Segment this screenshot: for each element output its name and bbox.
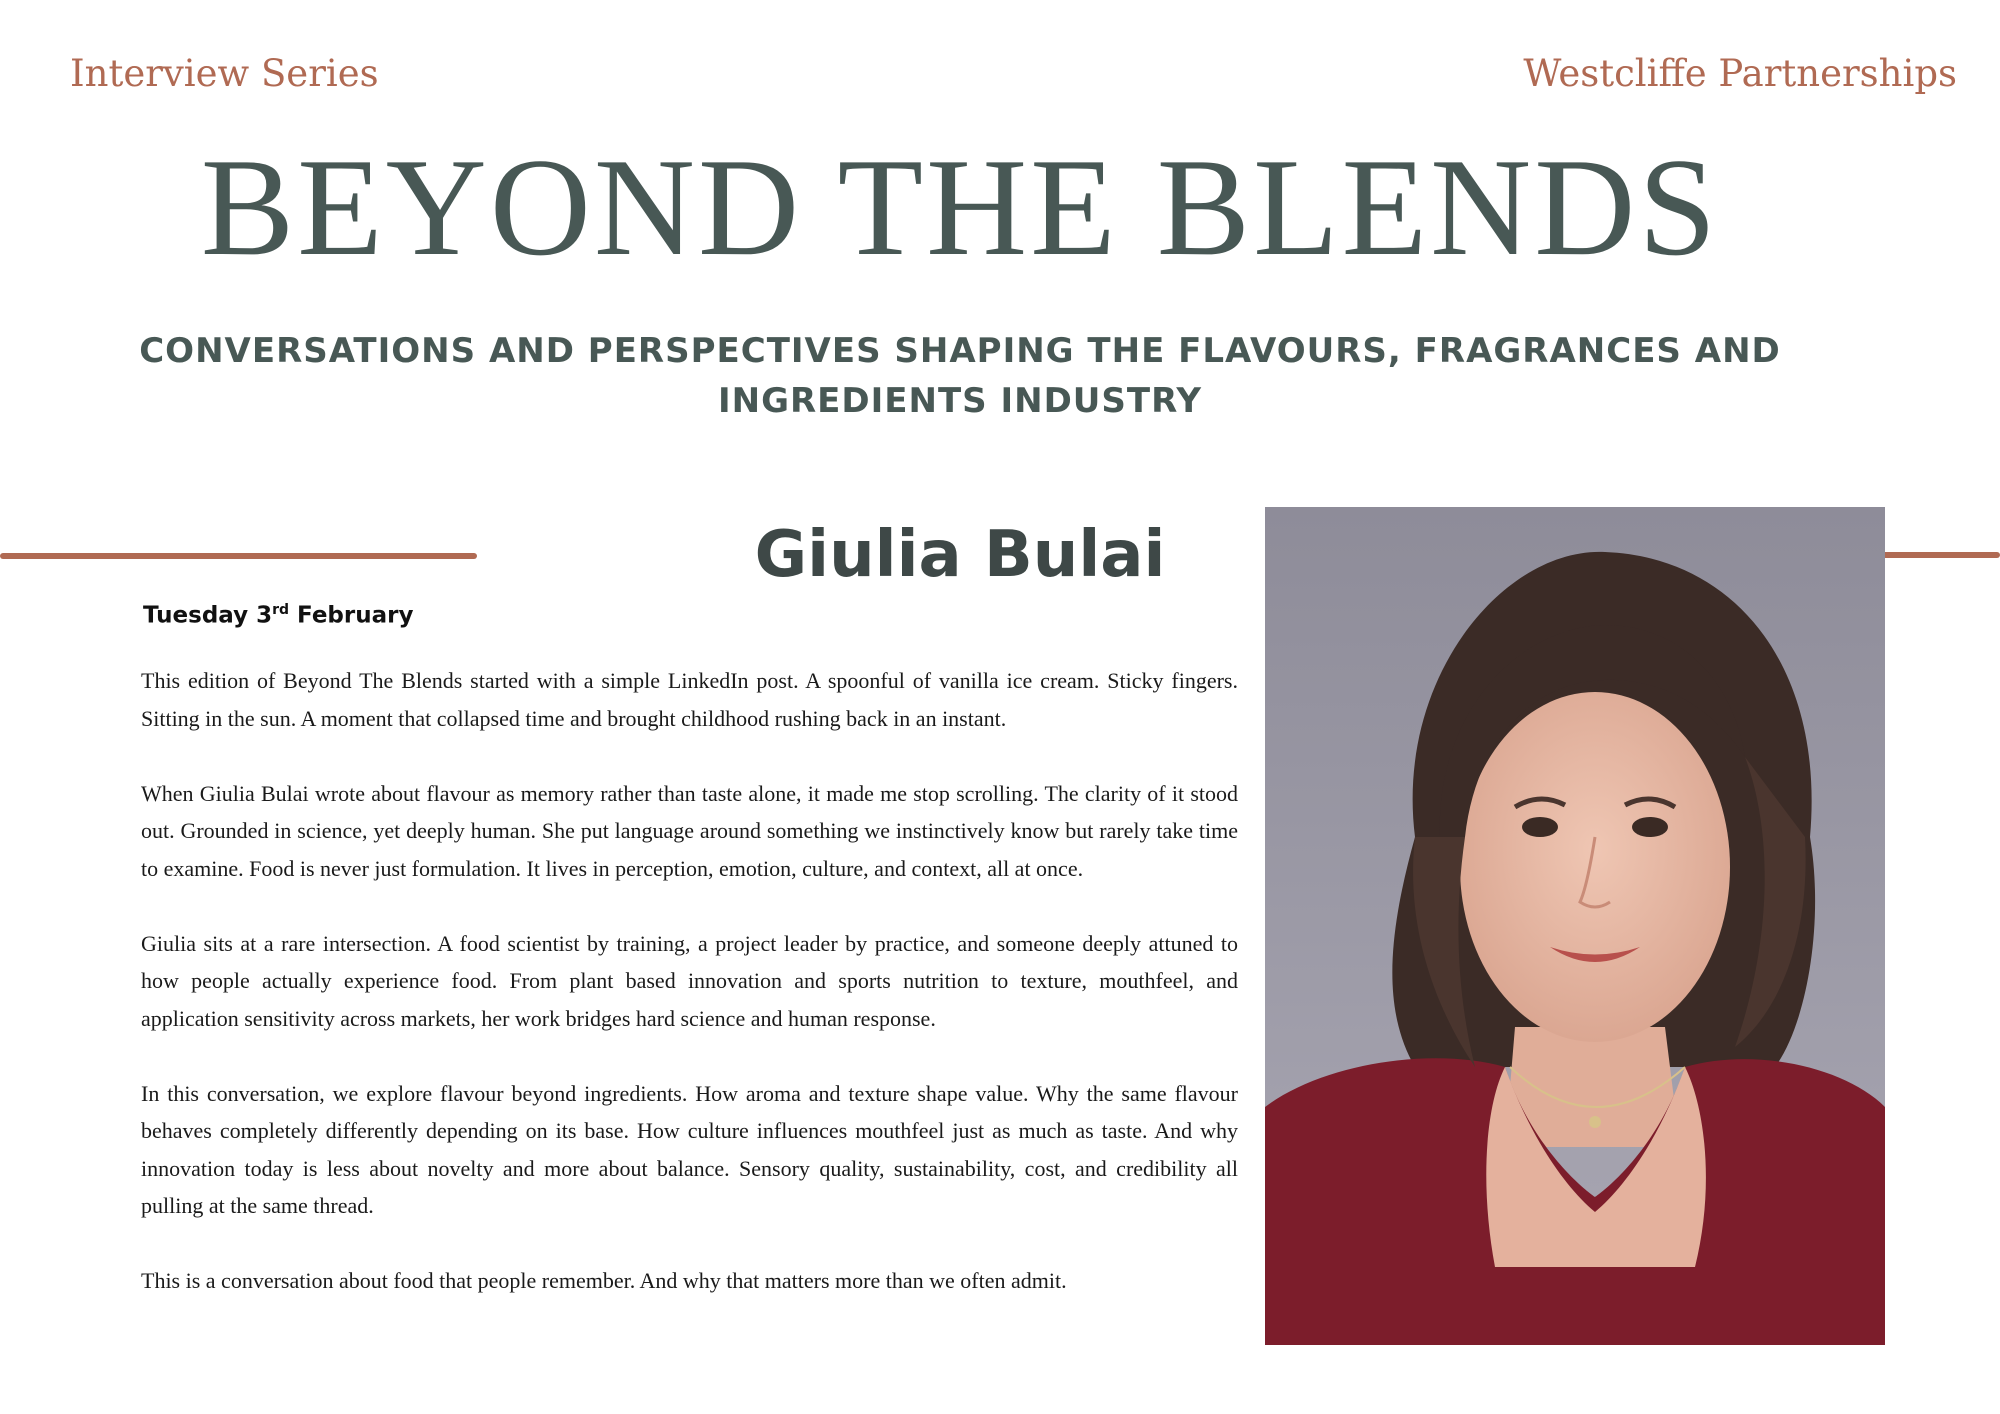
company-name: Westcliffe Partnerships <box>1523 52 1957 95</box>
series-label: Interview Series <box>70 52 379 95</box>
page-title: BEYOND THE BLENDS <box>200 130 1720 285</box>
date-month: February <box>289 602 414 629</box>
date-ordinal: rd <box>272 602 290 618</box>
date-day: Tuesday 3 <box>143 602 273 629</box>
paragraph: Giulia sits at a rare intersection. A food scientist by training, a project leader by practice, and someone deeply attuned to how people actually experience food. From plant based innovation and sports nutrition to texture, mouthfeel, and application sensitivity across markets, her work bridges hard science and human response. <box>141 930 1238 1031</box>
divider-right <box>1880 552 2000 558</box>
interview-date <box>143 602 413 629</box>
divider-left <box>0 553 477 559</box>
article-body <box>141 662 1238 1337</box>
interviewee-name: Giulia Bulai <box>754 518 1166 592</box>
portrait-illustration <box>1265 507 1885 1345</box>
portrait-photo <box>1265 507 1885 1345</box>
paragraph: This edition of Beyond The Blends started with a simple LinkedIn post. A spoonful of vanilla ice cream. Sticky fingers. Sitting in the sun. A moment that collapsed time and brought childhood rushing back in an instant. <box>141 668 1238 731</box>
paragraph: When Giulia Bulai wrote about flavour as memory rather than taste alone, it made me stop scrolling. The clarity of it stood out. Grounded in science, yet deeply human. She put language around something we instinctively know but rarely take time to examine. Food is never just formulation. It lives in perception, emotion, culture, and context, all at once. <box>141 780 1238 881</box>
page-subtitle: CONVERSATIONS AND PERSPECTIVES SHAPING THE FLAVOURS, FRAGRANCES AND INGREDIENTS INDUSTRY <box>139 331 1781 421</box>
paragraph: This is a conversation about food that people remember. And why that matters more than we often admit. <box>141 1268 1067 1293</box>
paragraph: In this conversation, we explore flavour beyond ingredients. How aroma and texture shape value. Why the same flavour behaves completely differently depending on its base. How culture influences mouthfeel just as much as taste. And why innovation today is less about novelty and more about balance. Sensory quality, sustainability, cost, and credibility all pulling at the same thread. <box>141 1080 1238 1218</box>
